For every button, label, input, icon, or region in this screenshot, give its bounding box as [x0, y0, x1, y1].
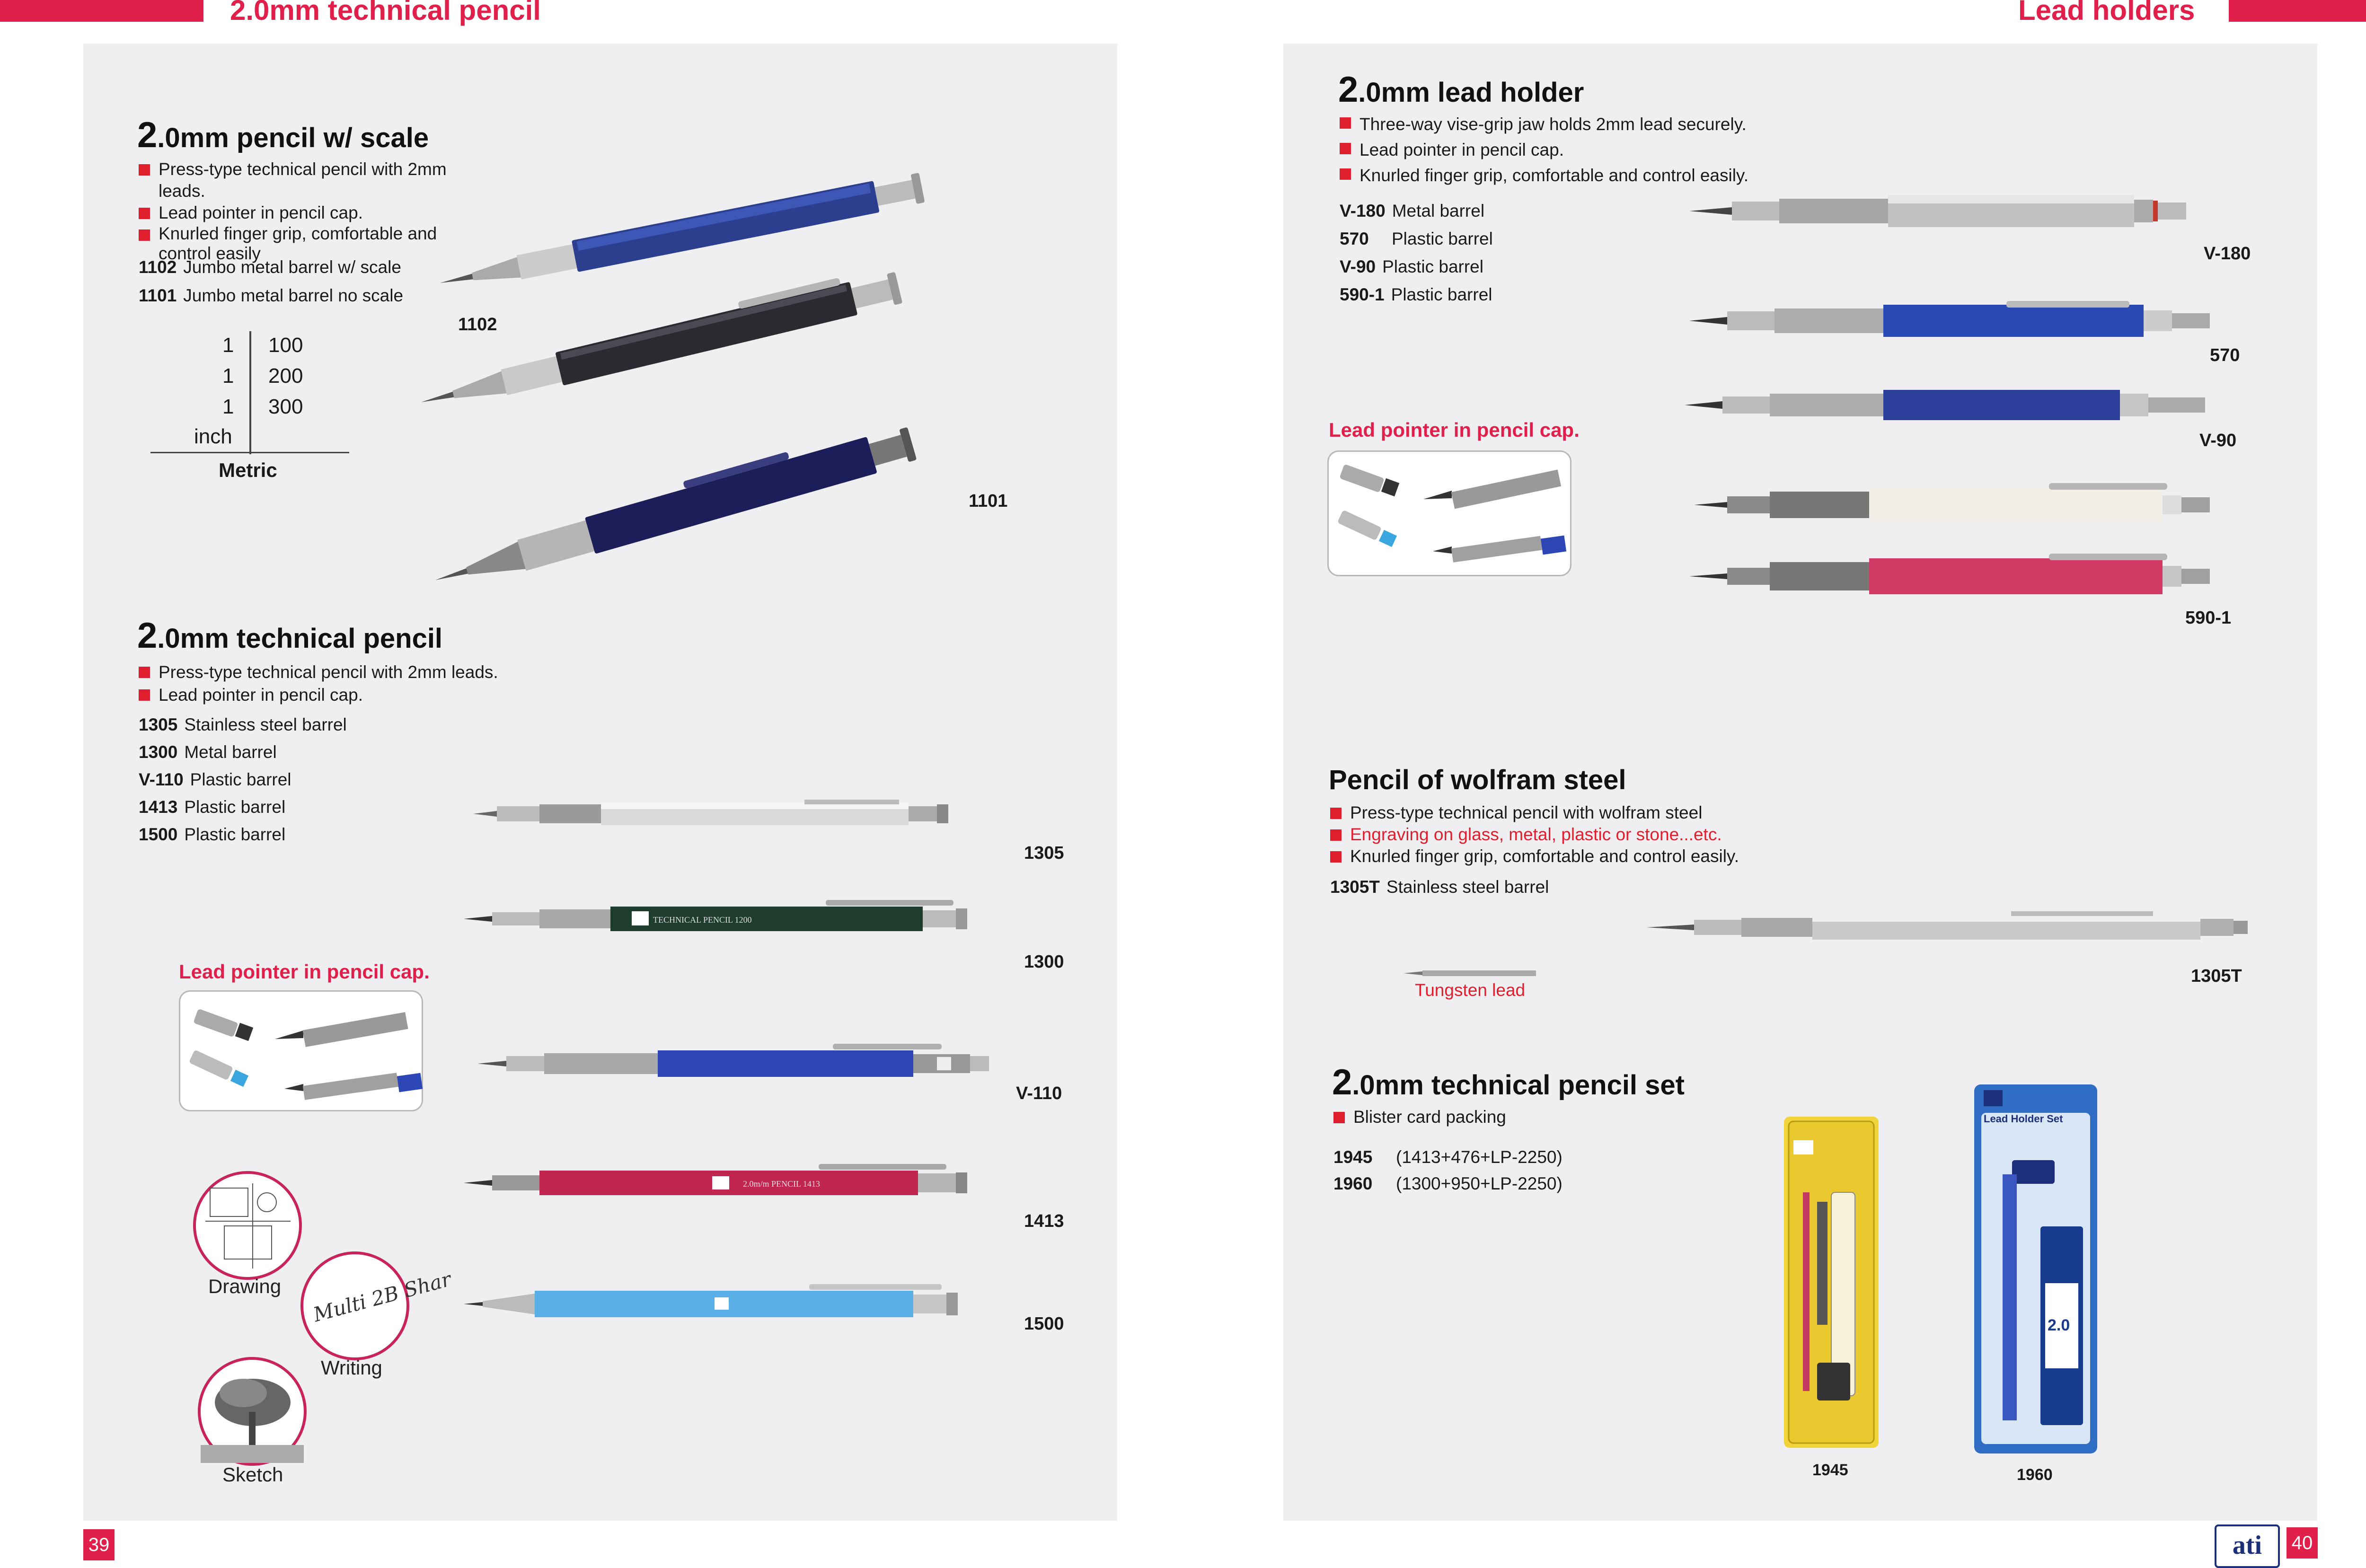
brand-logo — [2215, 1524, 2280, 1568]
tungsten-lead-image — [1404, 968, 1536, 979]
blister-1960-image — [1974, 1084, 2097, 1453]
model-row: 1500 Plastic barrel — [139, 825, 286, 844]
pencil-1102-dark — [415, 264, 902, 419]
page-number-left: 39 — [83, 1529, 115, 1560]
pencil-1300 — [464, 900, 967, 931]
label-1945: 1945 — [1812, 1461, 1848, 1479]
wolfram-model — [1330, 873, 1549, 901]
model-row: 1102 Jumbo metal barrel w/ scale — [139, 257, 401, 277]
scale-inch-1: 1 — [222, 334, 234, 357]
sketch-label: Sketch — [222, 1463, 283, 1486]
pencil-1413 — [464, 1164, 967, 1195]
model-row: 570 Plastic barrel — [1340, 229, 1493, 248]
wolfram-pencil-image — [1642, 908, 2257, 946]
scale-inch-label: inch — [194, 425, 232, 448]
model-row: V-90 Plastic barrel — [1340, 257, 1483, 276]
model-row: 1101 Jumbo metal barrel no scale — [139, 286, 404, 305]
pencil-set-models — [1333, 1144, 1563, 1197]
scale-pencil-title: 2.0mm pencil w/ scale — [137, 115, 429, 155]
pencil-1500 — [464, 1284, 958, 1317]
tech-pencil-models — [139, 711, 347, 848]
label-1305t: 1305T — [2191, 966, 2242, 986]
pencil-v110 — [478, 1044, 989, 1077]
scale-metric-100: 100 — [268, 334, 303, 357]
bullet-item: Blister card packing — [1333, 1106, 1759, 1128]
lead-pointer-note-left: Lead pointer in pencil cap. — [179, 960, 430, 983]
drawing-label: Drawing — [208, 1275, 282, 1297]
right-header-bar — [2229, 0, 2366, 22]
model-row: 590-1 Plastic barrel — [1340, 285, 1492, 304]
lead-holder-images — [1680, 180, 2286, 606]
holder-v180 — [1689, 195, 2186, 227]
tube-label: 2.0 — [2048, 1316, 2070, 1334]
label-1102: 1102 — [458, 315, 497, 335]
label-1101: 1101 — [969, 491, 1008, 511]
label-1500: 1500 — [1024, 1314, 1064, 1334]
holder-590-white — [1694, 483, 2210, 522]
lead-pointer-drawing — [1329, 452, 1570, 575]
bullet-item: Knurled finger grip, comfortable and control easily — [139, 224, 470, 264]
scale-pencil-models — [139, 253, 403, 310]
bullet-item: Engraving on glass, metal, plastic or stone...etc. — [1330, 824, 1898, 846]
model-row: 1413 Plastic barrel — [139, 797, 286, 817]
blister-1945-image — [1784, 1117, 1879, 1448]
bullet-item: Lead pointer in pencil cap. — [139, 202, 470, 224]
scale-pencil-bullets — [139, 159, 470, 264]
pencil-set-bullets — [1333, 1106, 1759, 1128]
lead-pointer-illustration-left — [179, 990, 423, 1111]
label-1300: 1300 — [1024, 952, 1064, 972]
brand-logo-text: ati — [2232, 1531, 2262, 1560]
drawing-usage-image — [193, 1171, 302, 1280]
model-row: 1300 Metal barrel — [139, 742, 277, 762]
label-1960: 1960 — [2017, 1466, 2053, 1484]
model-row: 1305 Stainless steel barrel — [139, 715, 347, 734]
page-number-right: 40 — [2287, 1527, 2318, 1559]
tech-pencil-title: 2.0mm technical pencil — [137, 616, 443, 656]
model-row: V-110 Plastic barrel — [139, 770, 291, 789]
bullet-item: Lead pointer in pencil cap. — [139, 684, 565, 706]
pencil-1305 — [473, 800, 948, 825]
tech-pencil-images — [464, 785, 1060, 1334]
sketch-usage-image — [198, 1357, 307, 1466]
writing-label: Writing — [321, 1357, 382, 1379]
label-590-1: 590-1 — [2185, 608, 2232, 628]
label-v110: V-110 — [1016, 1084, 1062, 1103]
label-v180: V-180 — [2204, 244, 2251, 264]
lead-pointer-drawing — [180, 992, 422, 1110]
holder-v90 — [1685, 390, 2205, 420]
label-1413: 1413 — [1024, 1211, 1064, 1231]
label-v90: V-90 — [2199, 431, 2237, 450]
scale-metric-300: 300 — [268, 395, 303, 418]
label-1305: 1305 — [1024, 843, 1064, 863]
model-row: 1945 (1413+476+LP-2250) — [1333, 1147, 1563, 1167]
lead-holder-title: 2.0mm lead holder — [1338, 70, 1584, 110]
left-header-title: 2.0mm technical pencil — [230, 0, 541, 26]
lead-holder-bullets — [1340, 112, 1860, 188]
wolfram-bullets — [1330, 802, 1898, 867]
writing-sample: Multi 2B Shar — [310, 1267, 454, 1327]
model-row: 1305T Stainless steel barrel — [1330, 877, 1549, 897]
scale-horizontal-line — [150, 452, 349, 453]
bullet-item: Press-type technical pencil with 2mm leads. — [139, 159, 470, 202]
bullet-item: Press-type technical pencil with 2mm leads. — [139, 661, 565, 684]
model-row: 1960 (1300+950+LP-2250) — [1333, 1174, 1563, 1193]
scale-inch-3: 1 — [222, 395, 234, 418]
lead-pointer-note-right: Lead pointer in pencil cap. — [1329, 419, 1580, 441]
model-row: V-180 Metal barrel — [1340, 201, 1485, 220]
card-title: Lead Holder Set — [1984, 1113, 2063, 1125]
scale-pencil-images — [421, 118, 1084, 601]
label-570: 570 — [2210, 345, 2240, 365]
wolfram-title: Pencil of wolfram steel — [1329, 765, 1626, 795]
tungsten-note: Tungsten lead — [1415, 980, 1526, 1000]
right-header-title: Lead holders — [2018, 0, 2195, 26]
bullet-item: Press-type technical pencil with wolfram steel — [1330, 802, 1898, 824]
scale-vertical-line — [249, 331, 251, 454]
bullet-item: Knurled finger grip, comfortable and control easily. — [1340, 163, 1860, 188]
barrel-print-1413: 2.0m/m PENCIL 1413 — [743, 1179, 820, 1189]
pencil-1101 — [428, 418, 918, 598]
left-header-bar — [0, 0, 203, 22]
bullet-item: Three-way vise-grip jaw holds 2mm lead securely. — [1340, 112, 1860, 137]
scale-metric-200: 200 — [268, 364, 303, 388]
holder-570 — [1689, 301, 2210, 337]
scale-caption: Metric — [219, 459, 277, 481]
holder-590-1 — [1689, 554, 2210, 594]
bullet-item: Lead pointer in pencil cap. — [1340, 137, 1860, 163]
scale-inch-2: 1 — [222, 364, 234, 388]
pencil-1102 — [437, 172, 925, 299]
writing-usage-image — [300, 1251, 454, 1360]
bullet-item: Knurled finger grip, comfortable and control easily. — [1330, 846, 1898, 867]
barrel-print-1300: TECHNICAL PENCIL 1200 — [653, 915, 752, 925]
tech-pencil-bullets — [139, 661, 565, 706]
lead-holder-models — [1340, 197, 1493, 308]
pencil-set-title: 2.0mm technical pencil set — [1332, 1062, 1685, 1102]
lead-pointer-illustration-right — [1327, 450, 1571, 576]
